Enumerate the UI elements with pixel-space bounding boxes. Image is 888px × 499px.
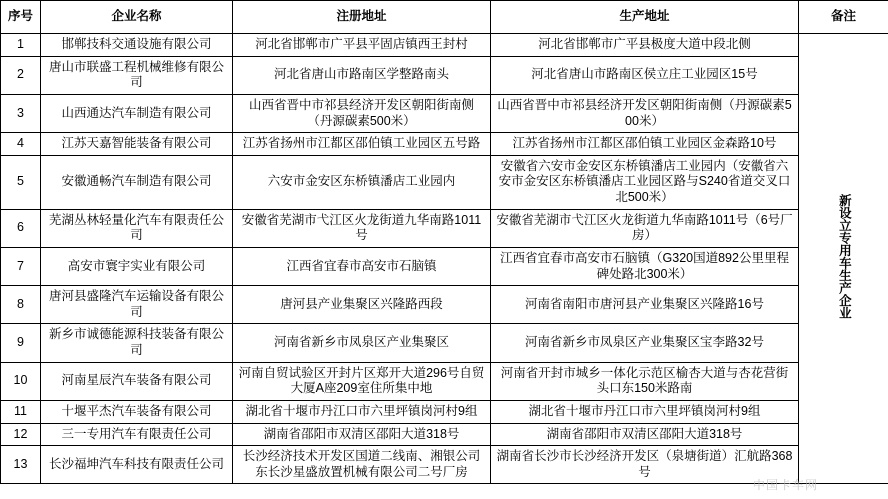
cell-registered-address: 河南省新乡市凤泉区产业集聚区 [233, 324, 491, 362]
cell-registered-address: 安徽省芜湖市弋江区火龙街道九华南路1011号 [233, 209, 491, 247]
cell-company: 十堰平杰汽车装备有限公司 [41, 400, 233, 423]
cell-registered-address: 河南自贸试验区开封片区郑开大道296号自贸大厦A座209室住所集中地 [233, 362, 491, 400]
cell-registered-address: 河北省邯郸市广平县平固店镇西王封村 [233, 34, 491, 57]
cell-no: 6 [1, 209, 41, 247]
cell-registered-address: 江苏省扬州市江都区邵伯镇工业园区五号路 [233, 133, 491, 156]
remark-cell [799, 34, 888, 484]
cell-production-address: 安徽省六安市金安区东桥镇潘店工业园内（安徽省六安市金安区东桥镇潘店工业园区路与S240省道交叉口北500米） [491, 155, 799, 209]
header-no: 序号 [1, 1, 41, 34]
cell-company: 高安市寰宇实业有限公司 [41, 247, 233, 285]
table-header [1, 1, 888, 34]
cell-company: 河南星辰汽车装备有限公司 [41, 362, 233, 400]
cell-company: 三一专用汽车有限责任公司 [41, 423, 233, 446]
cell-registered-address: 湖北省十堰市丹江口市六里坪镇岗河村9组 [233, 400, 491, 423]
cell-production-address: 山西省晋中市祁县经济开发区朝阳街南侧（丹源碳素500米） [491, 94, 799, 132]
table-row [1, 324, 888, 362]
cell-no: 9 [1, 324, 41, 362]
cell-company: 山西通达汽车制造有限公司 [41, 94, 233, 132]
header-registered-address: 注册地址 [233, 1, 491, 34]
cell-production-address: 湖南省邵阳市双清区邵阳大道318号 [491, 423, 799, 446]
table-row [1, 34, 888, 57]
cell-no: 5 [1, 155, 41, 209]
cell-production-address: 河南省开封市城乡一体化示范区榆杏大道与杏花营街头口东150米路南 [491, 362, 799, 400]
cell-registered-address: 六安市金安区东桥镇潘店工业园内 [233, 155, 491, 209]
table-row [1, 133, 888, 156]
header-company: 企业名称 [41, 1, 233, 34]
table-row [1, 94, 888, 132]
table-row [1, 247, 888, 285]
cell-production-address: 河北省唐山市路南区侯立庄工业园区15号 [491, 56, 799, 94]
cell-registered-address: 长沙经济技术开发区国道二线南、湘银公司东长沙星盛放置机械有限公司二号厂房 [233, 446, 491, 484]
cell-no: 11 [1, 400, 41, 423]
cell-no: 4 [1, 133, 41, 156]
cell-production-address: 湖北省十堰市丹江口市六里坪镇岗河村9组 [491, 400, 799, 423]
cell-company: 安徽通畅汽车制造有限公司 [41, 155, 233, 209]
table-row [1, 209, 888, 247]
cell-registered-address: 山西省晋中市祁县经济开发区朝阳街南侧（丹源碳素500米） [233, 94, 491, 132]
cell-company: 唐山市联盛工程机械维修有限公司 [41, 56, 233, 94]
cell-production-address: 安徽省芜湖市弋江区火龙街道九华南路1011号（6号厂房） [491, 209, 799, 247]
remark-text: 新设立专用车生产企业 [837, 193, 852, 319]
table-row [1, 56, 888, 94]
cell-registered-address: 江西省宜春市高安市石脑镇 [233, 247, 491, 285]
cell-no: 1 [1, 34, 41, 57]
cell-no: 10 [1, 362, 41, 400]
cell-no: 3 [1, 94, 41, 132]
cell-registered-address: 河北省唐山市路南区学整路南头 [233, 56, 491, 94]
cell-production-address: 河南省新乡市凤泉区产业集聚区宝李路32号 [491, 324, 799, 362]
table-row [1, 155, 888, 209]
cell-company: 芜湖丛林轻量化汽车有限责任公司 [41, 209, 233, 247]
cell-registered-address: 湖南省邵阳市双清区邵阳大道318号 [233, 423, 491, 446]
cell-no: 13 [1, 446, 41, 484]
cell-no: 2 [1, 56, 41, 94]
table-row [1, 446, 888, 484]
cell-production-address: 河北省邯郸市广平县极度大道中段北侧 [491, 34, 799, 57]
watermark-text: 中国卡车网 [752, 478, 818, 492]
cell-no: 7 [1, 247, 41, 285]
cell-production-address: 江西省宜春市高安市石脑镇（G320国道892公里里程碑处路北300米） [491, 247, 799, 285]
cell-no: 12 [1, 423, 41, 446]
cell-company: 唐河县盛隆汽车运输设备有限公司 [41, 286, 233, 324]
cell-registered-address: 唐河县产业集聚区兴隆路西段 [233, 286, 491, 324]
cell-company: 江苏天嘉智能装备有限公司 [41, 133, 233, 156]
table-body [1, 34, 888, 484]
table-row [1, 362, 888, 400]
cell-production-address: 河南省南阳市唐河县产业集聚区兴隆路16号 [491, 286, 799, 324]
table-row [1, 286, 888, 324]
cell-no: 8 [1, 286, 41, 324]
cell-production-address: 江苏省扬州市江都区邵伯镇工业园区金森路10号 [491, 133, 799, 156]
table-header-row [1, 1, 888, 34]
cell-production-address: 湖南省长沙市长沙经济开发区（泉塘街道）汇航路368号 [491, 446, 799, 484]
cell-company: 新乡市诚德能源科技装备有限公司 [41, 324, 233, 362]
table-row [1, 400, 888, 423]
header-production-address: 生产地址 [491, 1, 799, 34]
cell-company: 邯郸技科交通设施有限公司 [41, 34, 233, 57]
cell-company: 长沙福坤汽车科技有限责任公司 [41, 446, 233, 484]
header-remark: 备注 [799, 1, 888, 34]
table-row [1, 423, 888, 446]
